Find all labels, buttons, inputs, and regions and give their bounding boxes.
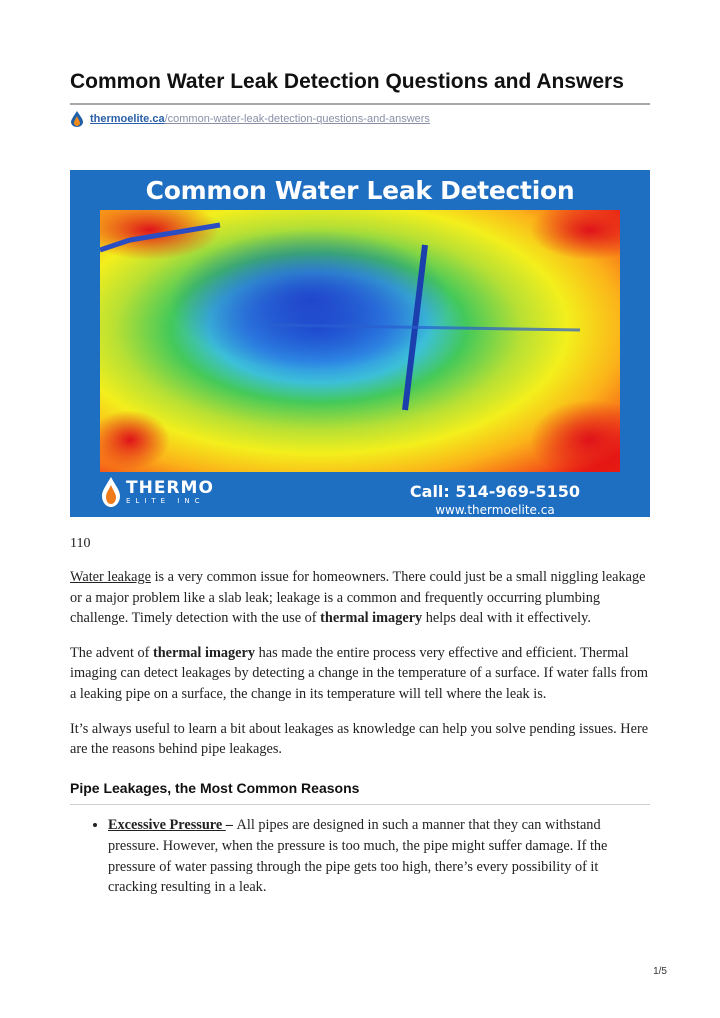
source-path: /common-water-leak-detection-questions-and-answers xyxy=(164,113,430,125)
page-title: Common Water Leak Detection Questions and Answers xyxy=(70,70,624,93)
source-link[interactable] xyxy=(90,113,430,125)
brand-name: THERMO xyxy=(126,477,214,498)
hero-website: www.thermoelite.ca xyxy=(435,503,555,517)
hero-phone: Call: 514-969-5150 xyxy=(409,482,580,501)
flame-drop-icon xyxy=(100,477,122,507)
site-favicon-icon xyxy=(70,111,84,127)
section-heading: Pipe Leakages, the Most Common Reasons xyxy=(70,779,360,796)
source-domain: thermoelite.ca xyxy=(90,113,165,125)
hero-contact xyxy=(410,482,580,517)
reasons-list xyxy=(70,815,650,897)
list-item-title[interactable]: Excessive Pressure xyxy=(108,817,226,834)
paragraph-2: The advent of thermal imagery has made the entire process very effective and efficient. Thermal imaging can detect leakages by detecting a change in the temperature of a surface. If water falls from a leaking pipe on a surface, the change in its temperature will tell where the leak is. xyxy=(70,644,648,702)
thermal-image-graphic xyxy=(70,170,650,517)
brand-logo xyxy=(100,477,214,507)
section-divider xyxy=(70,804,650,805)
hero-heading: Common Water Leak Detection xyxy=(145,176,575,205)
share-count: 110 xyxy=(70,536,91,551)
brand-subtitle: ELITE INC xyxy=(126,496,205,505)
page-number: 1/5 xyxy=(653,966,667,977)
article-body xyxy=(70,535,650,898)
paragraph-1: Water leakage is a very common issue for homeowners. There could just be a small niggling leakage or a major problem like a slab leak; leakage is a common and frequently occurring plumbing challenge. Timely detection with the use of thermal imagery helps deal with it effectively. xyxy=(70,569,646,627)
source-line xyxy=(70,111,650,127)
list-item: • Excessive Pressure – All pipes are designed in such a manner that they can withstand pressure. However, when the pressure is too much, the pipe might suffer damage. If the pressure of water passing through the pipe gets too high, there’s every possibility of it cracking resulting in a leak. xyxy=(108,815,650,897)
paragraph-3: It’s always useful to learn a bit about leakages as knowledge can help you solve pending issues. Here are the reasons behind pipe leakages. xyxy=(70,720,649,758)
water-leakage-link[interactable]: Water leakage xyxy=(70,569,151,585)
document-page xyxy=(70,0,650,896)
title-divider xyxy=(70,103,650,105)
hero-image xyxy=(70,170,650,517)
